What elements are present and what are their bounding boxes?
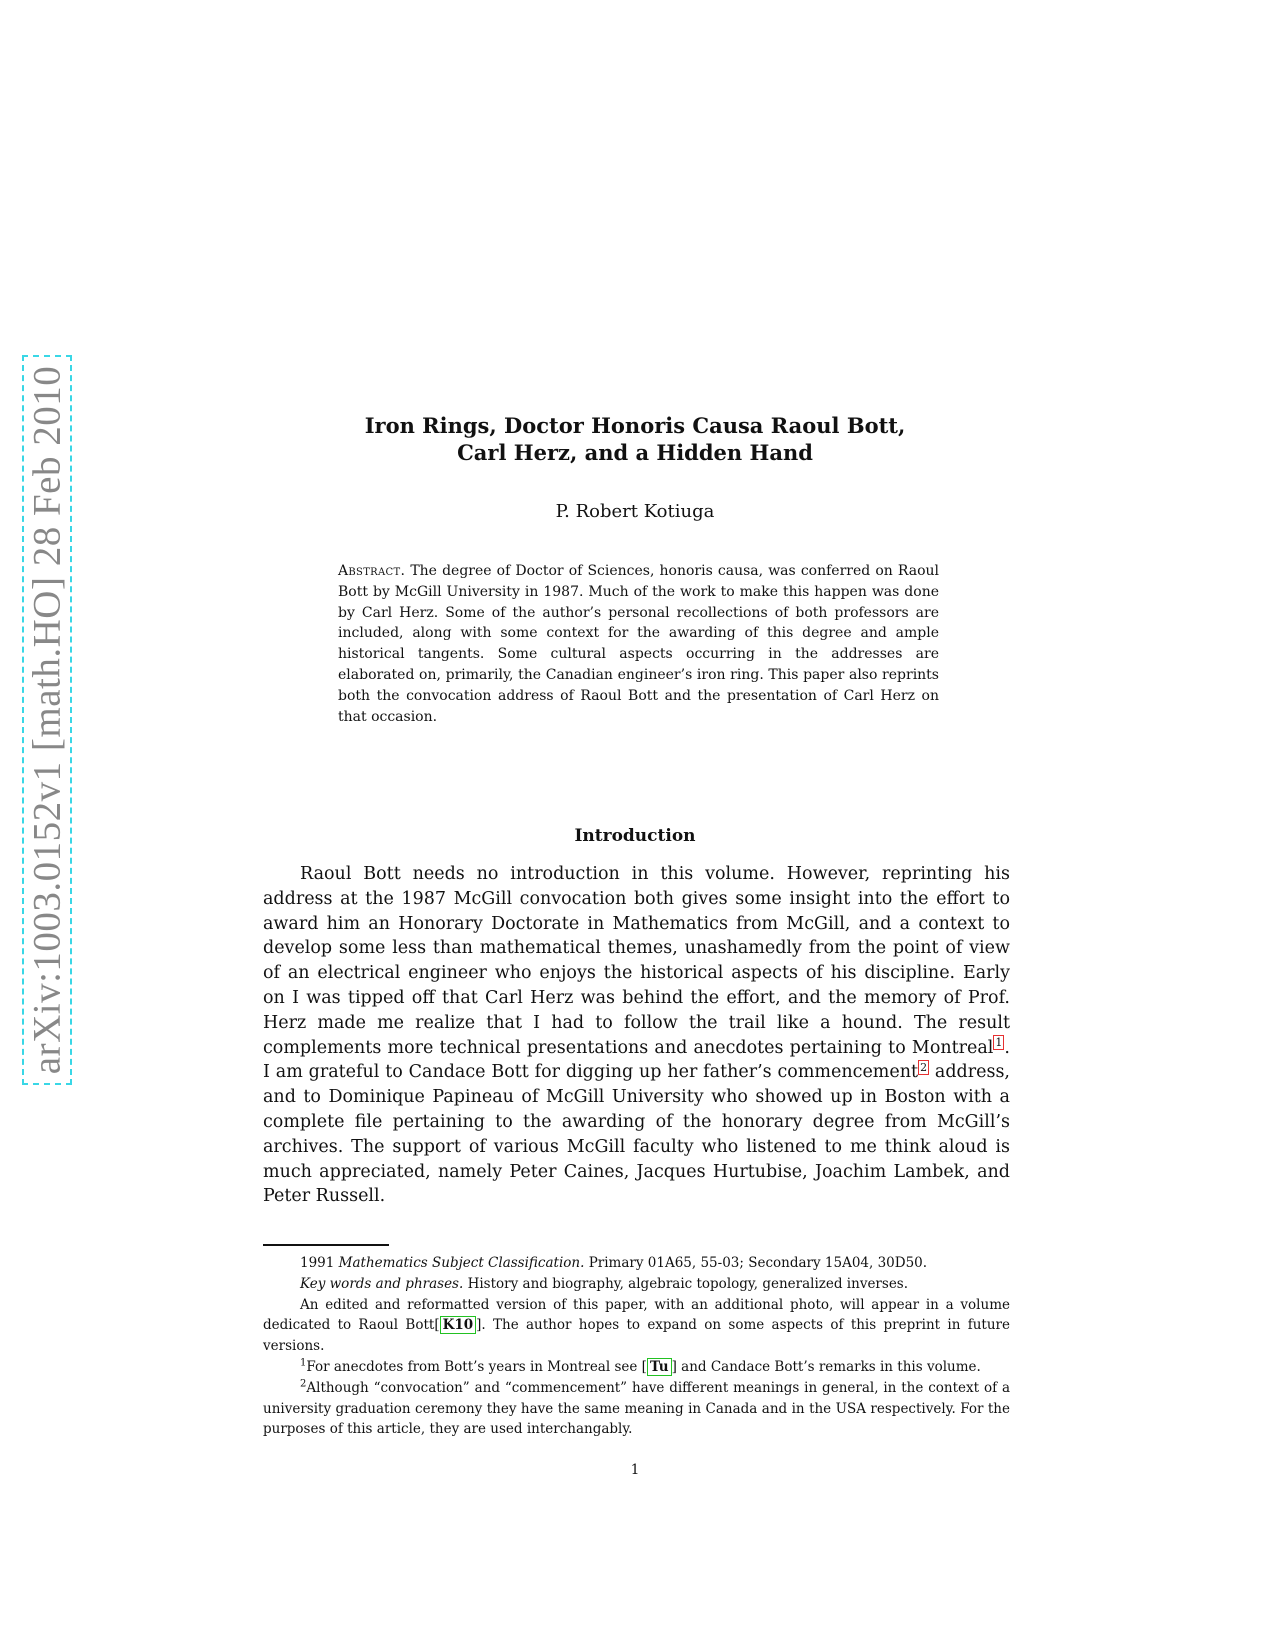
intro-text-part-3: address, and to Dominique Papineau of McGill University who showed up in Boston with a complete file pertaining to the awarding of the honorary degree from McGill’s archives. The support of various McGill faculty who listened to me think aloud is much appreciated, namely Peter Caines, Jacques Hurtubise, Joachim Lambek, and Peter Russell.: [263, 1062, 1010, 1207]
introduction-paragraph: [263, 862, 1010, 1209]
footnote-rule: [263, 1244, 389, 1246]
abstract-text: The degree of Doctor of Sciences, honoris causa, was conferred on Raoul Bott by McGill University in 1987. Much of the work to make this happen was done by Carl Herz. Some of the author’s personal recollections of both professors are included, along with some context for the awarding of this degree and ample historical tangents. Some cultural aspects occurring in the addresses are elaborated on, primarily, the Canadian engineer’s iron ring. This paper also reprints both the convocation address of Raoul Bott and the presentation of Carl Herz on that occasion.: [338, 563, 940, 725]
footnote-2-text: Although “convocation” and “commencement” have different meanings in general, in the context of a university graduation ceremony they have the same meaning in Canada and in the USA respectively. For the purposes of this article, they are used interchangably.: [263, 1379, 1010, 1438]
footnotes: [263, 1253, 1010, 1440]
intro-text-part-1: Raoul Bott needs no introduction in this volume. However, reprinting his address at the 1987 McGill convocation both gives some insight into the effort to award him an Honorary Doctorate in Mathematics from McGill, and a context to develop some less than mathematical themes, unashamedly from the point of view of an electrical engineer who enjoys the historical aspects of his discipline. Early on I was tipped off that Carl Herz was behind the effort, and the memory of Prof. Herz made me realize that I had to follow the trail like a hound. The result complements more technical presentations and anecdotes pertaining to Montreal: [263, 864, 1010, 1058]
footnote-edited-version: [263, 1295, 1010, 1357]
citation-k10-label[interactable]: K10: [440, 1316, 477, 1334]
abstract-label: Abstract.: [338, 563, 406, 579]
footnote-1-post: and Candace Bott’s remarks in this volume.: [676, 1358, 981, 1375]
msc-year: 1991: [300, 1255, 335, 1271]
footnote-1-pre: For anecdotes from Bott’s years in Montreal see: [306, 1358, 642, 1375]
msc-label: Mathematics Subject Classification.: [338, 1255, 585, 1271]
paper-title: [250, 412, 1020, 466]
footnote-msc: [263, 1253, 1010, 1274]
footnote-keywords: [263, 1274, 1010, 1295]
footnote-1: [263, 1357, 1010, 1378]
footnote-1-number: 1: [300, 1357, 307, 1369]
arxiv-stamp-text: arXiv:1003.0152v1 [math.HO] 28 Feb 2010: [25, 365, 69, 1075]
section-heading-introduction: Introduction: [574, 826, 696, 846]
citation-link-tu[interactable]: [ Tu ]: [641, 1358, 677, 1375]
citation-tu-label[interactable]: Tu: [647, 1358, 672, 1376]
arxiv-stamp: [22, 355, 72, 1085]
footnote-2-number: 2: [300, 1378, 307, 1390]
intro-text-part-2: . I am grateful to Candace Bott for digging up her father’s commencement: [263, 1037, 1010, 1083]
title-line-1: Iron Rings, Doctor Honoris Causa Raoul Bott,: [364, 413, 906, 438]
footnote-ref-1[interactable]: 1: [995, 1035, 1003, 1049]
edited-text-post: . The author hopes to expand on some aspects of this preprint in future versions.: [263, 1317, 1010, 1355]
page-number: 1: [630, 1462, 640, 1478]
keywords-text: History and biography, algebraic topology, generalized inverses.: [467, 1275, 909, 1292]
citation-link-k10[interactable]: [ K10 ]: [434, 1317, 482, 1334]
msc-text: Primary 01A65, 55-03; Secondary 15A04, 30D50.: [588, 1255, 928, 1271]
edited-text-pre: An edited and reformatted version of this paper, with an additional photo, will appear in a volume dedicated to Raoul Bott: [263, 1296, 1010, 1334]
title-line-2: Carl Herz, and a Hidden Hand: [457, 440, 813, 465]
author-name: P. Robert Kotiuga: [555, 501, 715, 522]
keywords-label: Key words and phrases.: [300, 1275, 464, 1292]
footnote-2: [263, 1378, 1010, 1440]
abstract: [338, 561, 939, 727]
footnote-ref-2[interactable]: 2: [920, 1060, 928, 1074]
